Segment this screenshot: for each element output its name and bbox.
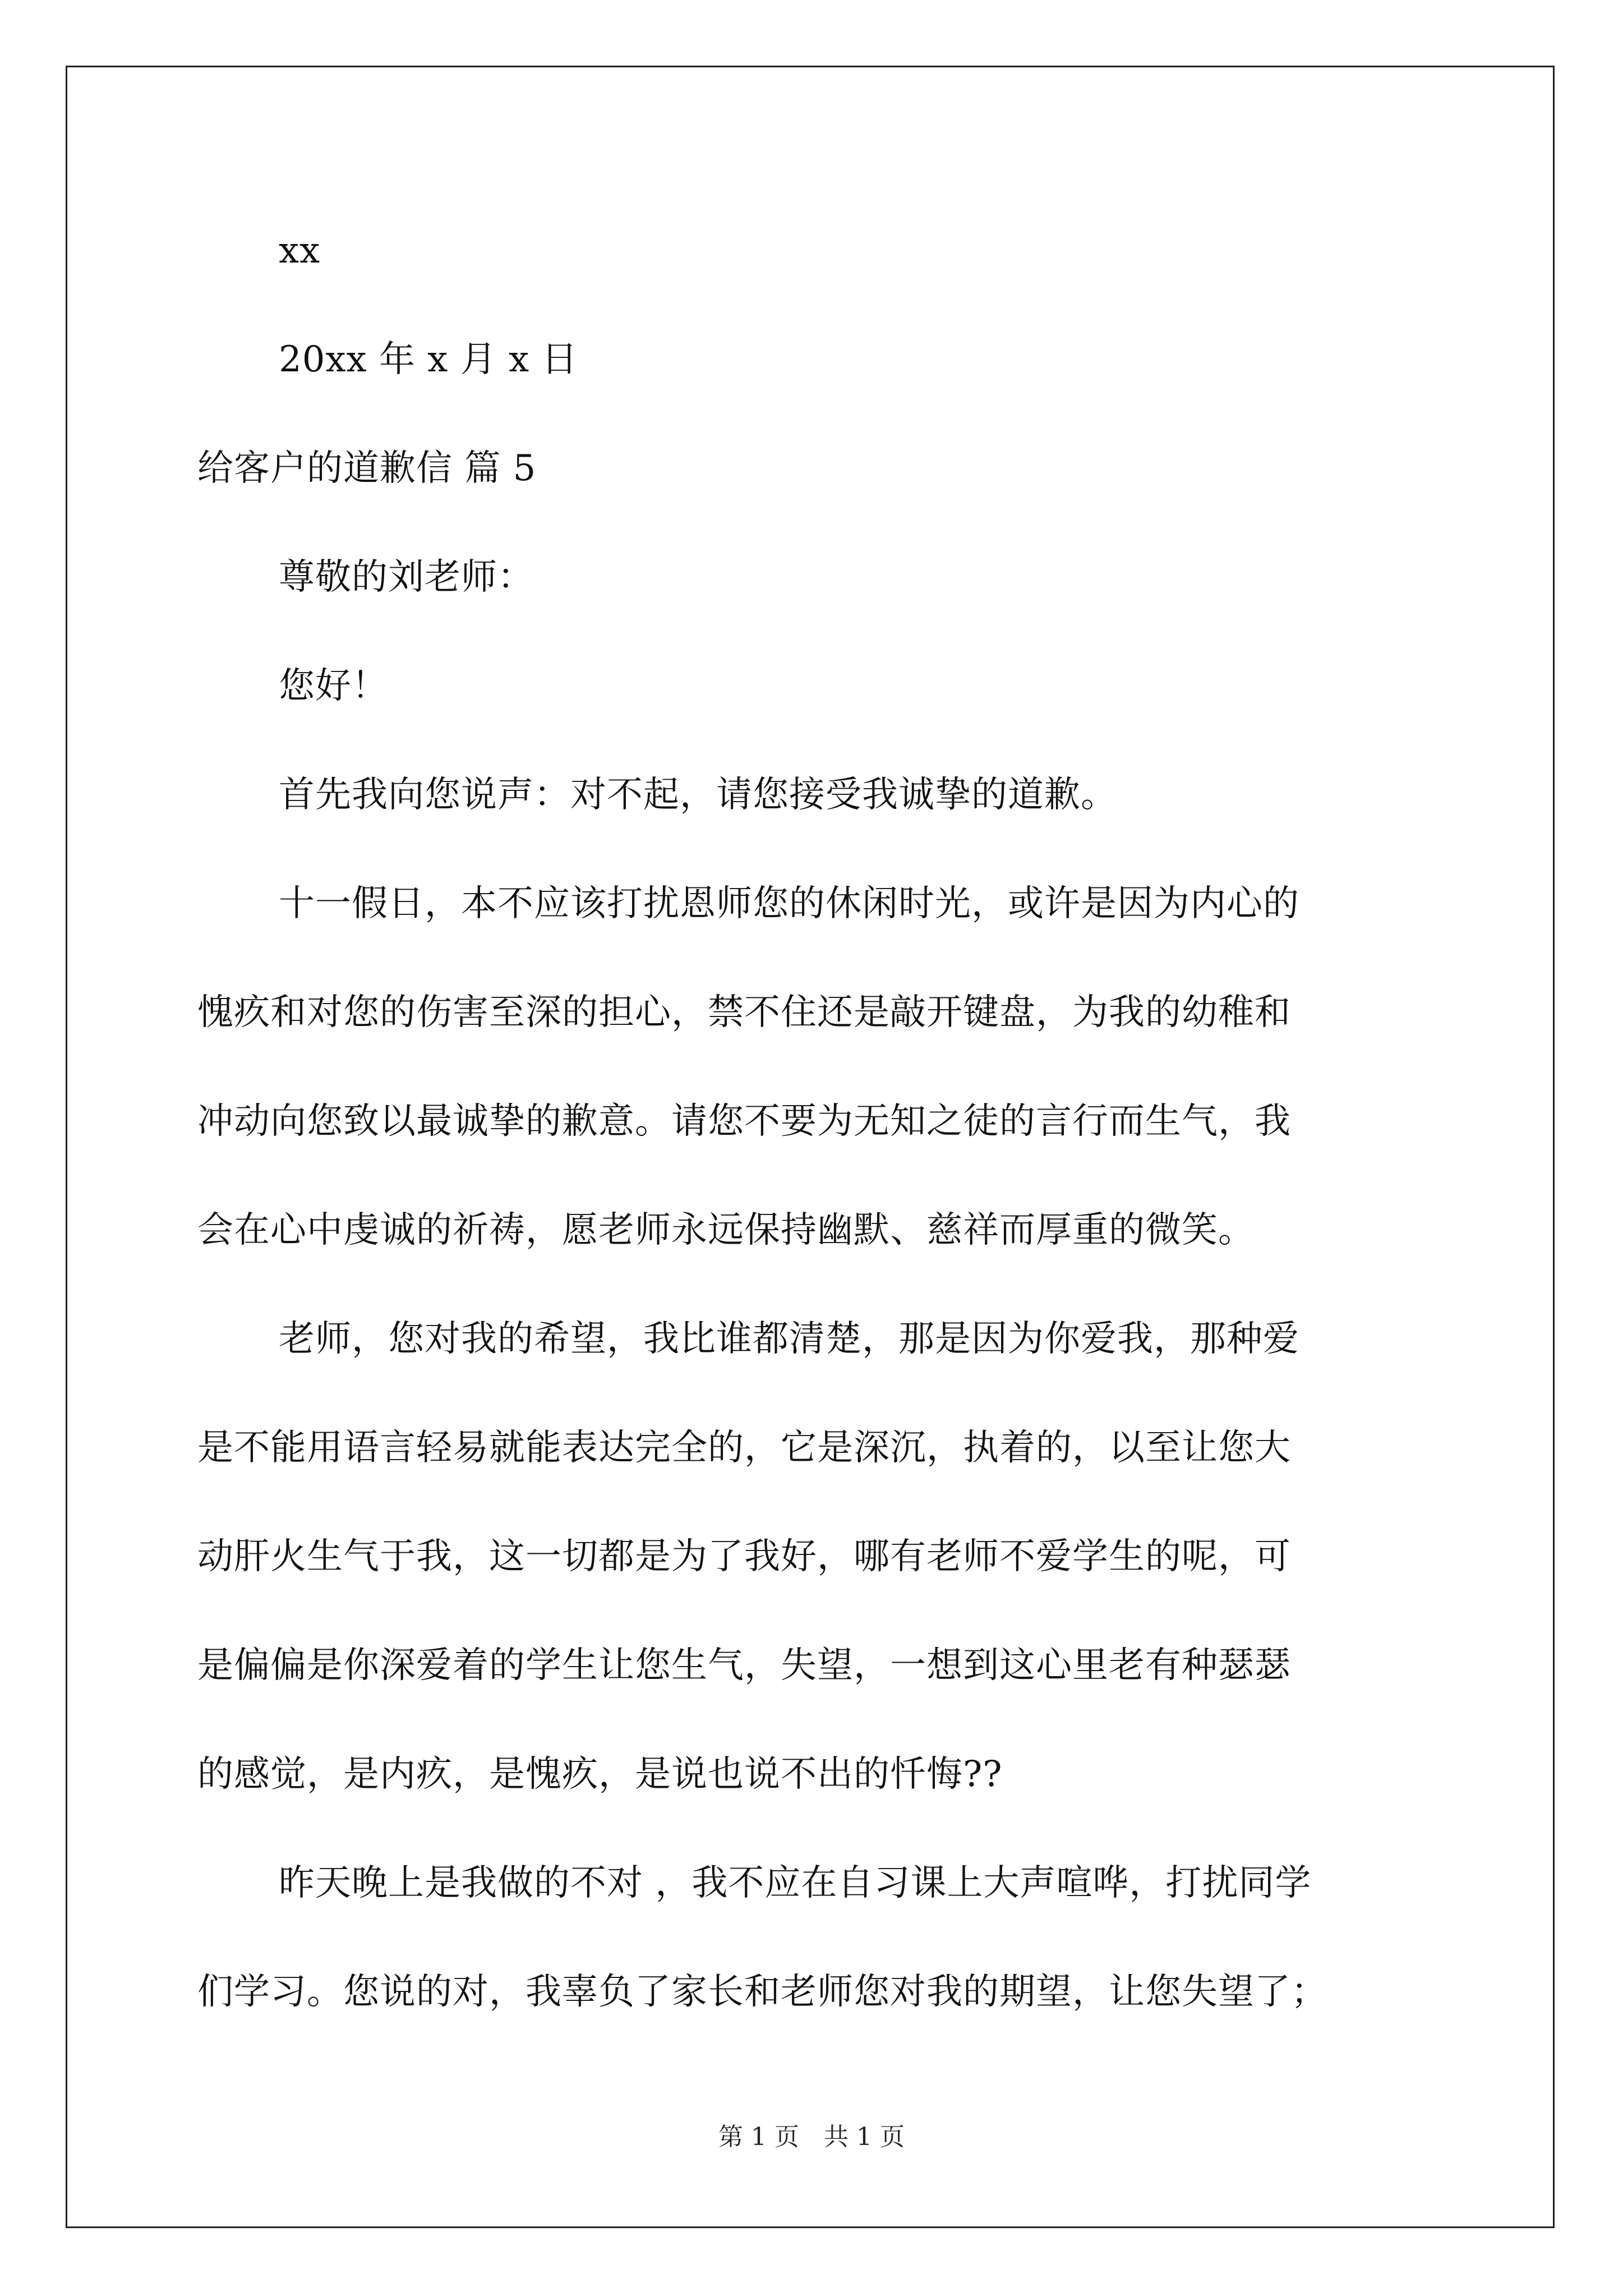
paragraph-line: 冲动向您致以最诚挚的歉意。请您不要为无知之徒的言行而生气，我 [197,1101,1291,1142]
greeting: 您好！ [279,665,388,707]
salutation: 尊敬的刘老师： [279,556,534,598]
signature-date: 20xx 年 x 月 x 日 [279,339,578,380]
paragraph-line: 会在心中虔诚的祈祷，愿老师永远保持幽默、慈祥而厚重的微笑。 [197,1209,1255,1251]
paragraph-line: 是偏偏是你深爱着的学生让您生气，失望，一想到这心里老有种瑟瑟 [197,1645,1291,1686]
section-heading: 给客户的道歉信 篇 5 [197,448,537,489]
paragraph-line: 老师，您对我的希望，我比谁都清楚，那是因为你爱我，那种爱 [279,1318,1299,1360]
paragraph-line: 十一假日，本不应该打扰恩师您的休闲时光，或许是因为内心的 [279,883,1299,924]
page-footer: 第 1 页 共 1 页 [718,2123,905,2151]
paragraph-line: 首先我向您说声：对不起，请您接受我诚挚的道歉。 [279,774,1117,816]
signature-name: xx [279,230,321,272]
paragraph-line: 的感觉，是内疚，是愧疚，是说也说不出的忏悔?? [197,1754,1003,1795]
paragraph-line: 们学习。您说的对，我辜负了家长和老师您对我的期望，让您失望了； [197,1971,1327,2013]
paragraph-line: 昨天晚上是我做的不对 ，我不应在自习课上大声喧哗，打扰同学 [279,1862,1312,1904]
paragraph-line: 愧疚和对您的伤害至深的担心，禁不住还是敲开键盘，为我的幼稚和 [197,992,1291,1033]
paragraph-line: 是不能用语言轻易就能表达完全的，它是深沉，执着的，以至让您大 [197,1427,1291,1469]
paragraph-line: 动肝火生气于我，这一切都是为了我好，哪有老师不爱学生的呢，可 [197,1536,1291,1577]
